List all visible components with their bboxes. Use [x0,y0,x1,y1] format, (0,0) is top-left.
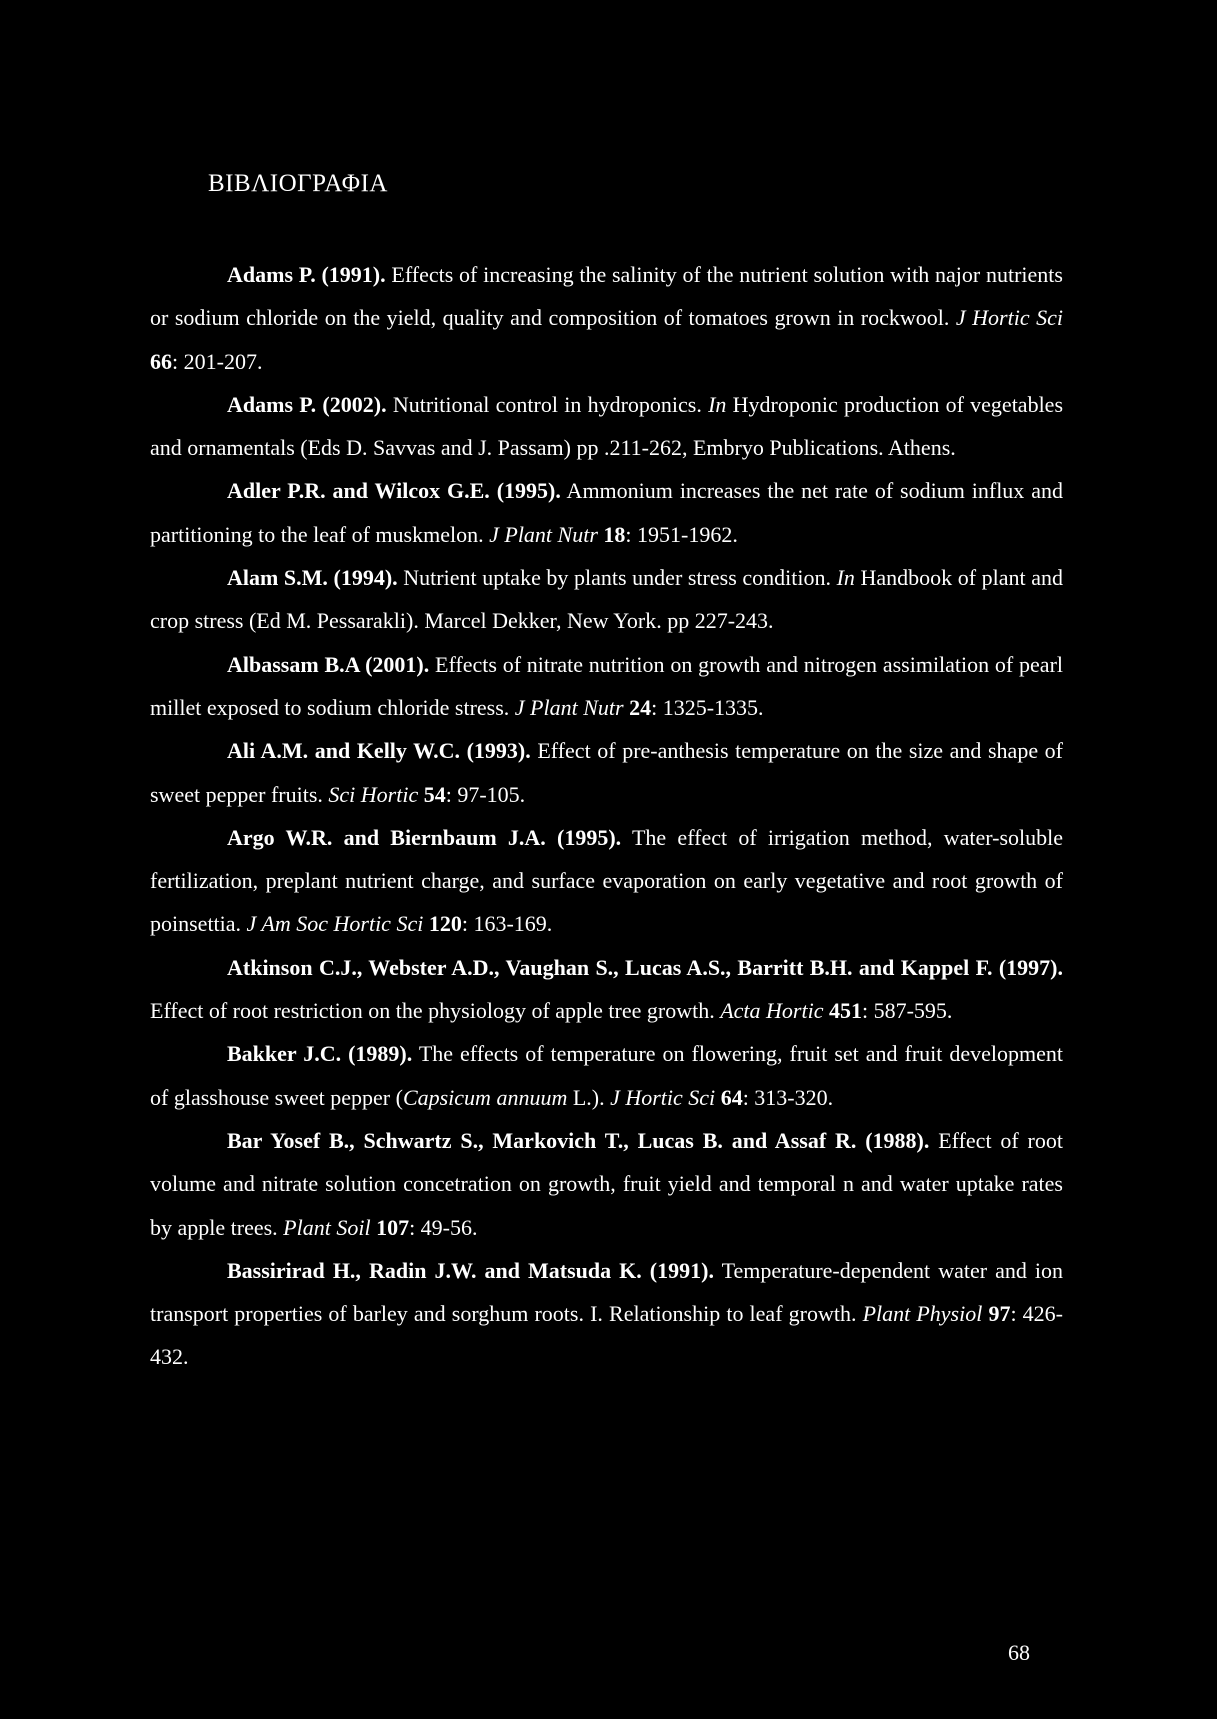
reference-text: The effect of irrigation method, water-soluble fertilization, preplant nutrient charge, and surface evaporation on early vegetative and root growth of poinsettia. [150,824,1063,937]
reference-journal: Acta Hortic [720,998,824,1024]
reference-list [150,253,1063,1379]
reference-text: Nutrient uptake by plants under stress condition. [397,565,837,591]
reference-volume: 64 [715,1084,743,1110]
reference-pages: : 1325-1335. [651,694,764,720]
reference-pages: : 49-56. [409,1214,478,1240]
reference-volume: 66 [150,348,172,374]
reference-item [150,1119,1063,1249]
reference-pages: Hydroponic production of vegetables and ornamentals (Eds D. Savvas and J. Passam) pp .211-262, Embryo Publications. Athens. [150,391,1064,461]
reference-volume: 120 [423,911,462,937]
reference-text: Effect of root volume and nitrate solution concetration on growth, fruit yield and temporal n and water uptake rates by apple trees. [150,1127,1063,1240]
page-heading: ΒΙΒΛΙΟΓΡΑΦΙΑ [208,170,388,197]
reference-journal: In [708,391,727,417]
reference-text: Ammonium increases the net rate of sodium influx and partitioning to the leaf of muskmelon. [150,478,1063,547]
reference-item [150,816,1063,946]
reference-volume: 107 [370,1214,410,1240]
reference-authors: Bassirirad H., Radin J.W. and Matsuda K. (1991). [227,1257,714,1283]
reference-authors: Argo W.R. and Biernbaum J.A. (1995). [227,824,622,850]
reference-text: Effects of nitrate nutrition on growth and nitrogen assimilation of pearl millet exposed to sodium chloride stress. [150,651,1064,720]
reference-pages: : 163-169. [461,911,553,937]
reference-item [150,1032,1063,1119]
reference-volume: 97 [982,1301,1011,1327]
reference-authors: Ali A.M. and Kelly W.C. (1993). [227,738,531,764]
reference-text: Effects of increasing the salinity of the nutrient solution with najor nutrients or sodium chloride on the yield, quality and composition of tomatoes grown in rockwool. [150,262,1063,331]
reference-volume: 24 [623,694,652,720]
reference-item [150,729,1063,816]
reference-text: Effect of root restriction on the physiology of apple tree growth. [150,998,721,1024]
reference-pages: : 426-432. [150,1301,1063,1370]
reference-authors: Adams P. (2002). [227,391,387,417]
reference-journal: J Am Soc Hortic Sci [246,911,424,937]
reference-journal: J Plant Nutr [489,521,598,547]
reference-pages: : 201-207. [172,348,263,374]
reference-journal: J Hortic Sci [610,1084,716,1110]
reference-volume: 18 [597,521,626,547]
reference-pages: : 587-595. [861,998,953,1024]
reference-authors: Atkinson C.J., Webster A.D., Vaughan S., Lucas A.S., Barritt B.H. and Kappel F. (1997). [227,954,1063,980]
reference-pages: : 97-105. [445,781,526,807]
reference-authors: Bar Yosef B., Schwartz S., Markovich T., Lucas B. and Assaf R. (1988). [227,1127,930,1153]
reference-journal: Plant Physiol [862,1301,983,1327]
reference-item [150,469,1063,556]
reference-text: Temperature-dependent water and ion transport properties of barley and sorghum roots. I. Relationship to leaf growth. [150,1257,1063,1327]
reference-pages: Handbook of plant and crop stress (Ed M. Pessarakli). Marcel Dekker, New York. pp 227-243. [150,565,1064,634]
reference-text: L.). [567,1084,611,1110]
page-number: 68 [1008,1640,1030,1665]
reference-pages: : 313-320. [742,1084,834,1110]
reference-journal: In [836,565,855,591]
reference-authors: Bakker J.C. (1989). [227,1041,413,1067]
reference-journal: J Hortic Sci [955,305,1063,331]
reference-journal: Plant Soil [283,1214,371,1240]
reference-volume: 451 [823,998,862,1024]
reference-item [150,253,1063,383]
reference-volume: 54 [418,781,446,807]
reference-item [150,556,1063,643]
reference-authors: Adams P. (1991). [227,262,386,287]
reference-text: Effect of pre-anthesis temperature on the size and shape of sweet pepper fruits. [150,738,1064,807]
reference-item [150,946,1063,1033]
reference-pages: : 1951-1962. [625,521,738,547]
reference-text: Nutritional control in hydroponics. [386,391,709,417]
reference-item [150,643,1063,730]
reference-authors: Albassam B.A (2001). [227,651,430,677]
reference-item [150,1249,1063,1379]
reference-text: The effects of temperature on flowering, fruit set and fruit development of glasshouse sweet pepper ( [150,1041,1063,1110]
reference-journal: J Plant Nutr [514,694,624,720]
reference-authors: Alam S.M. (1994). [227,565,398,591]
reference-item [150,383,1063,470]
reference-authors: Adler P.R. and Wilcox G.E. (1995). [227,478,561,504]
reference-species: Capsicum annuum [402,1084,568,1110]
reference-journal: Sci Hortic [328,781,419,807]
